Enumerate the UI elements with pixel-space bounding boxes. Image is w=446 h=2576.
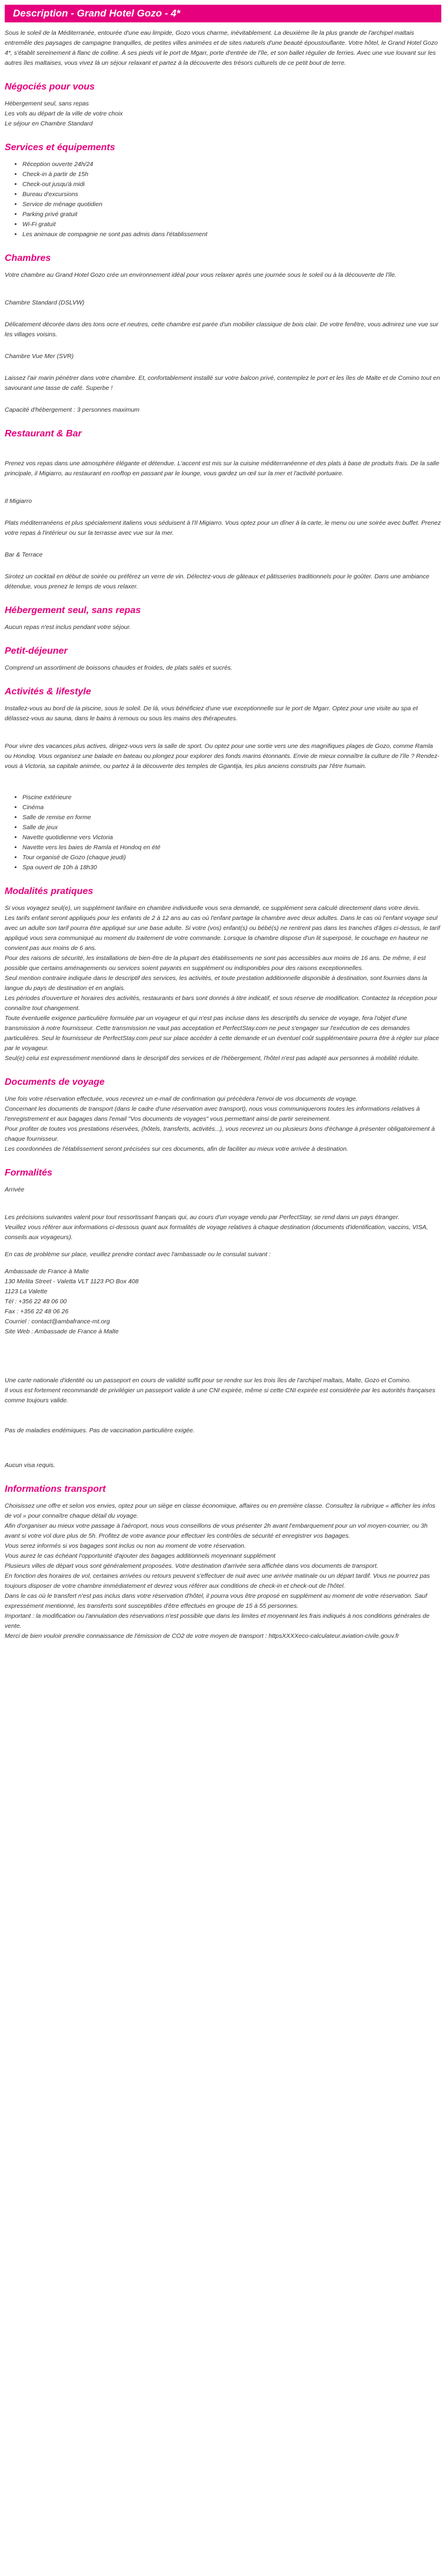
documents-line: Concernant les documents de transport (dans le cadre d'une réservation avec transport), nous vous communiquerons toutes les informations relatives à l'enregistrement et aux bagages dans l'email "Vos documents de voyages" vous permettant ainsi de partir sereinement. — [5, 1105, 420, 1123]
modalites-line: Seul(e) celui est expressément mentionné dans le descriptif des services et de l'hébergement, l'hôtel n'est pas adapté aux personnes à mobilité réduite. — [5, 1055, 420, 1062]
transport-line: Plusieurs villes de départ vous sont généralement proposées. Votre destination d'arrivée sera affichée dans vos documents de transport. — [5, 1562, 378, 1570]
restaurant-text-migiarro: Plats méditerranéens et plus spécialement italiens vous séduisent à l'Il Migiarro. Vous optez pour un dîner à la carte, le menu ou une soirée avec buffet. Prenez votre repas à l'intérieur ou sur la terrasse avec vue sur la mer. — [5, 519, 441, 537]
embassy-line: 130 Melita Street - Valetta VLT 1123 PO Box 408 — [5, 1278, 139, 1285]
list-item: • Piscine extérieure — [22, 793, 441, 803]
negocies-line: Le séjour en Chambre Standard — [5, 120, 93, 127]
section-heading-activites: Activités & lifestyle — [5, 687, 91, 697]
modalites-line: Seul mention contraire indiquée dans le descriptif des services, les activités, et toute prestation additionnelle disponible à destination, sont fournies dans la langue du pays de destination et en anglais. — [5, 975, 427, 992]
list-item: • Cinéma — [22, 803, 441, 813]
transport-line: Important : la modification ou l'annulation des réservations n'est possible que dans les limites et moyennant les frais indiqués à nos conditions générales de vente. — [5, 1613, 430, 1630]
restaurant-text-bar: Sirotez un cocktail en début de soirée ou préférez un verre de vin. Délectez-vous de gâteaux et pâtisseries traditionnels pour le goûter. Dans une ambiance détendue, vous prenez le temps de vous relaxer. — [5, 573, 430, 590]
modalites-line: Si vous voyagez seul(e), un supplément tarifaire en chambre individuelle vous sera demandé, ce supplément sera calculé directement dans votre devis. — [5, 905, 420, 912]
list-item: • Service de ménage quotidien — [22, 200, 441, 210]
room-text-standard: Délicatement décorée dans des tons ocre et neutres, cette chambre est parée d'un mobilier classique de bois clair. De votre fenêtre, vous admirez une vue sur les villages voisins. — [5, 321, 439, 338]
formalites-line: En cas de problème sur place, veuillez prendre contact avec l'ambassade ou le consulat suivant : — [5, 1251, 271, 1258]
chambres-intro: Votre chambre au Grand Hotel Gozo crée un environnement idéal pour vous relaxer après une journée sous le soleil ou à la découverte de l'île. — [5, 271, 397, 279]
intro-paragraph: Sous le soleil de la Méditerranée, entourée d'une eau limpide, Gozo vous charme, inévitablement. La deuxième île la plus grande de l'archipel maltais entremêle des paysages de campagne tranquilles, de petites villes animées et de sites naturels d'une beauté époustouflante. Votre hôtel, le Grand Hotel Gozo 4*, s'établit sereinement à flanc de colline. À ses pieds vit le port de Mgarr, porte d'entrée de l'île, et son ballet régulier de ferries. Avec une vue louvant sur les autres îles maltaises, vous vivez là un séjour relaxant et partez à la découverte des trésors culturels de ce petit bout de terre. — [5, 29, 438, 67]
section-heading-documents: Documents de voyage — [5, 1077, 105, 1087]
formalites-visa: Aucun visa requis. — [5, 1462, 55, 1469]
list-item: • Parking privé gratuit — [22, 210, 441, 220]
list-item: • Tour organisé de Gozo (chaque jeudi) — [22, 853, 441, 863]
list-item: • Salle de jeux — [22, 823, 441, 833]
section-heading-negocies: Négociés pour vous — [5, 82, 95, 92]
activites-paragraph: Installez-vous au bord de la piscine, sous le soleil. De là, vous bénéficiez d'une vue exceptionnelle sur le port de Mgarr. Optez pour une visite au spa et délassez-vous au sauna, dans le bains à remous ou sous les mains des thérapeutes. — [5, 705, 418, 722]
section-heading-restaurant: Restaurant & Bar — [5, 429, 82, 439]
list-item: • Bureau d'excursions — [22, 190, 441, 200]
modalites-line: Les périodes d'ouverture et horaires des activités, restaurants et bars sont donnés à titre indicatif, et sous réserve de modification. Contactez la réception pour connaître tout changement. — [5, 995, 438, 1012]
section-heading-modalites: Modalités pratiques — [5, 886, 94, 896]
formalites-maladies: Pas de maladies endémiques. Pas de vaccination particulière exigée. — [5, 1427, 195, 1434]
services-list — [5, 160, 441, 240]
negocies-line: Les vols au départ de la ville de votre choix — [5, 110, 123, 117]
transport-line: Vous aurez le cas échéant l'opportunité d'ajouter des bagages additionnels moyennant supplément — [5, 1552, 276, 1559]
list-item: • Navette quotidienne vers Victoria — [22, 833, 441, 843]
modalites-line: Pour des raisons de sécurité, les installations de bien-être de la plupart des établissements ne sont pas accessibles aux moins de 16 ans. De même, il est possible que certains aménagements ou services soient payants en supplément ou indisponibles pour des raisons exceptionnelles. — [5, 955, 426, 972]
negocies-line: Hébergement seul, sans repas — [5, 100, 89, 107]
list-item: • Réception ouverte 24h/24 — [22, 160, 441, 170]
formalites-line: Les précisions suivantes valent pour tout ressortissant français qui, au cours d'un voyage vendu par PerfectStay, se rend dans un pays étranger. — [5, 1214, 400, 1221]
formalites-id-text: Une carte nationale d'identité ou un passeport en cours de validité suffit pour se rendre sur les trois îles de l'archipel maltais, Malte, Gozo et Comino. — [5, 1377, 411, 1384]
section-heading-hebergement: Hébergement seul, sans repas — [5, 605, 141, 615]
list-item: • Check-out jusqu'à midi — [22, 180, 441, 190]
restaurant-title-migiarro: Il Migiarro — [5, 498, 32, 505]
formalites-arrivee: Arrivée — [5, 1186, 25, 1193]
hebergement-text: Aucun repas n'est inclus pendant votre séjour. — [5, 624, 131, 631]
section-heading-services: Services et équipements — [5, 143, 115, 153]
room-title-standard: Chambre Standard (DSLVW) — [5, 299, 85, 306]
section-heading-petit-dejeuner: Petit-déjeuner — [5, 646, 68, 656]
room-capacity: Capacité d'hébergement : 3 personnes maximum — [5, 406, 140, 413]
modalites-line: Toute éventuelle exigence particulière formulée par un voyageur et qui n'est pas incluse dans les descriptifs du service de voyage, fera l'objet d'une transmission à notre fournisseur. Cette transmission ne vaut pas acceptation et PerfectStay.com ne peut s'engager sur l'exécution de ces demandes particulières. Seul le fournisseur de PerfectStay.com peut sur place accéder à cette demande et un éventuel coût supplémentaire pourra être à régler sur place par le voyageur. — [5, 1015, 440, 1052]
petit-dejeuner-text: Comprend un assortiment de boissons chaudes et froides, de plats salés et sucrés. — [5, 664, 232, 671]
room-text-sea-view: Laissez l'air marin pénétrer dans votre chambre. Et, confortablement installé sur votre balcon privé, contemplez le port et les îles de Malte et de Comino tout en savourant une tasse de café. Superbe ! — [5, 375, 440, 392]
embassy-line: Courriel : contact@ambafrance-mt.org — [5, 1318, 110, 1325]
list-item: • Navette vers les baies de Ramla et Hondoq en été — [22, 843, 441, 853]
activites-list — [5, 793, 441, 873]
list-item: • Check-in à partir de 15h — [22, 170, 441, 180]
section-heading-transport: Informations transport — [5, 1484, 106, 1494]
section-heading-chambres: Chambres — [5, 253, 51, 263]
list-item: • Wi-Fi gratuit — [22, 220, 441, 230]
page-title: Description - Grand Hotel Gozo - 4* — [5, 5, 441, 22]
restaurant-title-bar: Bar & Terrace — [5, 551, 43, 558]
list-item: • Spa ouvert de 10h à 18h30 — [22, 863, 441, 873]
documents-line: Les coordonnées de l'établissement seront précisées sur ces documents, afin de faciliter au mieux votre arrivée à destination. — [5, 1145, 348, 1153]
room-title-sea-view: Chambre Vue Mer (SVR) — [5, 353, 74, 360]
list-item: • Les animaux de compagnie ne sont pas admis dans l'établissement — [22, 230, 441, 240]
formalites-id-text: Il vous est fortement recommandé de privilégier un passeport valide à une CNI expirée, même si cette CNI expirée est considérée par les autorités françaises comme toujours valide. — [5, 1387, 435, 1404]
transport-line: Vous serez informés si vos bagages sont inclus ou non au moment de votre réservation. — [5, 1542, 246, 1549]
transport-line: Choisissez une offre et selon vos envies, optez pour un siège en classe économique, affaires ou en première classe. Consultez la rubrique « afficher les infos de vol » pour connaître chaque détail du voyage. — [5, 1502, 435, 1519]
embassy-line: Fax : +356 22 48 06 26 — [5, 1308, 69, 1315]
modalites-line: Les tarifs enfant seront appliqués pour les enfants de 2 à 12 ans au cas où l'enfant partage la chambre avec deux adultes. Dans le cas où l'enfant voyage seul avec un adulte son tarif pourra être appliqué sur une base adulte. Si votre (vos) enfant(s) ou bébé(s) ne rentrent pas dans les tranches d'âges ci-dessus, le tarif appliqué vous sera communiqué au moment du traitement de votre commande. Lorsque la chambre dispose d'un lit superposé, le couchage en hauteur ne convient pas aux moins de 6 ans. — [5, 915, 440, 952]
section-heading-formalites: Formalités — [5, 1168, 52, 1178]
restaurant-intro: Prenez vos repas dans une atmosphère élégante et détendue. L'accent est mis sur la cuisine méditerranéenne et des plats à base de produits frais. De la salle principale, il Migiarro, au restaurant en rooftop en passant par le lounge, vous gardez un œil sur la mer et l'activité portuaire. — [5, 460, 440, 477]
embassy-line: Tél : +356 22 48 06 00 — [5, 1298, 67, 1305]
embassy-line: Site Web : Ambassade de France à Malte — [5, 1328, 119, 1335]
transport-line: Dans le cas où le transfert n'est pas inclus dans votre réservation d'hôtel, il pourra vous être proposé en supplément au moment de votre réservation. Sauf expressément mentionné, les transferts sont susceptibles d'être effectués en groupe de 15 à 55 personnes. — [5, 1592, 427, 1610]
activites-paragraph: Pour vivre des vacances plus actives, dirigez-vous vers la salle de sport. Ou optez pour une sortie vers une des magnifiques plages de Gozo, comme Ramla ou Hondoq. Vous organisez une balade en bateau ou plongez pour explorer des fonds marins étonnants. Envie de mieux connaître la culture de l'île ? Rendez-vous à Victoria, sa capitale animée, ou partez à la découverte des temples de Ggantija, les plus anciens construits par l'être humain. — [5, 743, 440, 770]
formalites-line: Veuillez vous référer aux informations ci-dessous quant aux formalités de voyage relatives à chaque destination (documents d'identification, vaccins, VISA, conseils aux voyageurs). — [5, 1224, 428, 1241]
transport-line: Merci de bien vouloir prendre connaissance de l'émission de CO2 de votre moyen de transport : httpsXXXXeco-calculateur.aviation-civile.gouv.fr — [5, 1633, 400, 1640]
transport-line: En fonction des horaires de vol, certaines arrivées ou retours peuvent s'effectuer de nuit avec une arrivée matinale ou un départ tardif. Vous ne pourrez pas toujours disposer de votre chambre immédiatement et devrez vous référer aux conditions de check-in et check-out de l'hôtel. — [5, 1572, 430, 1590]
embassy-line: 1123 La Valette — [5, 1288, 48, 1295]
documents-line: Pour profiter de toutes vos prestations réservées, (hôtels, transferts, activités...), vous recevrez un ou plusieurs bons d'échange à présenter obligatoirement à chaque fournisseur. — [5, 1125, 435, 1143]
documents-line: Une fois votre réservation effectuée, vous recevrez un e-mail de confirmation qui précèdera l'envoi de vos documents de voyage. — [5, 1095, 358, 1102]
list-item: • Salle de remise en forme — [22, 813, 441, 823]
embassy-line: Ambassade de France à Malte — [5, 1268, 89, 1275]
transport-line: Afin d'organiser au mieux votre passage à l'aéroport, nous vous conseillons de vous présenter 2h avant l'embarquement pour un vol moyen-courrier, ou 3h avant si votre vol dure plus de 5h. Profitez de votre avance pour effectuer les contrôles de sécurité et enregistrer vos bagages. — [5, 1522, 428, 1539]
